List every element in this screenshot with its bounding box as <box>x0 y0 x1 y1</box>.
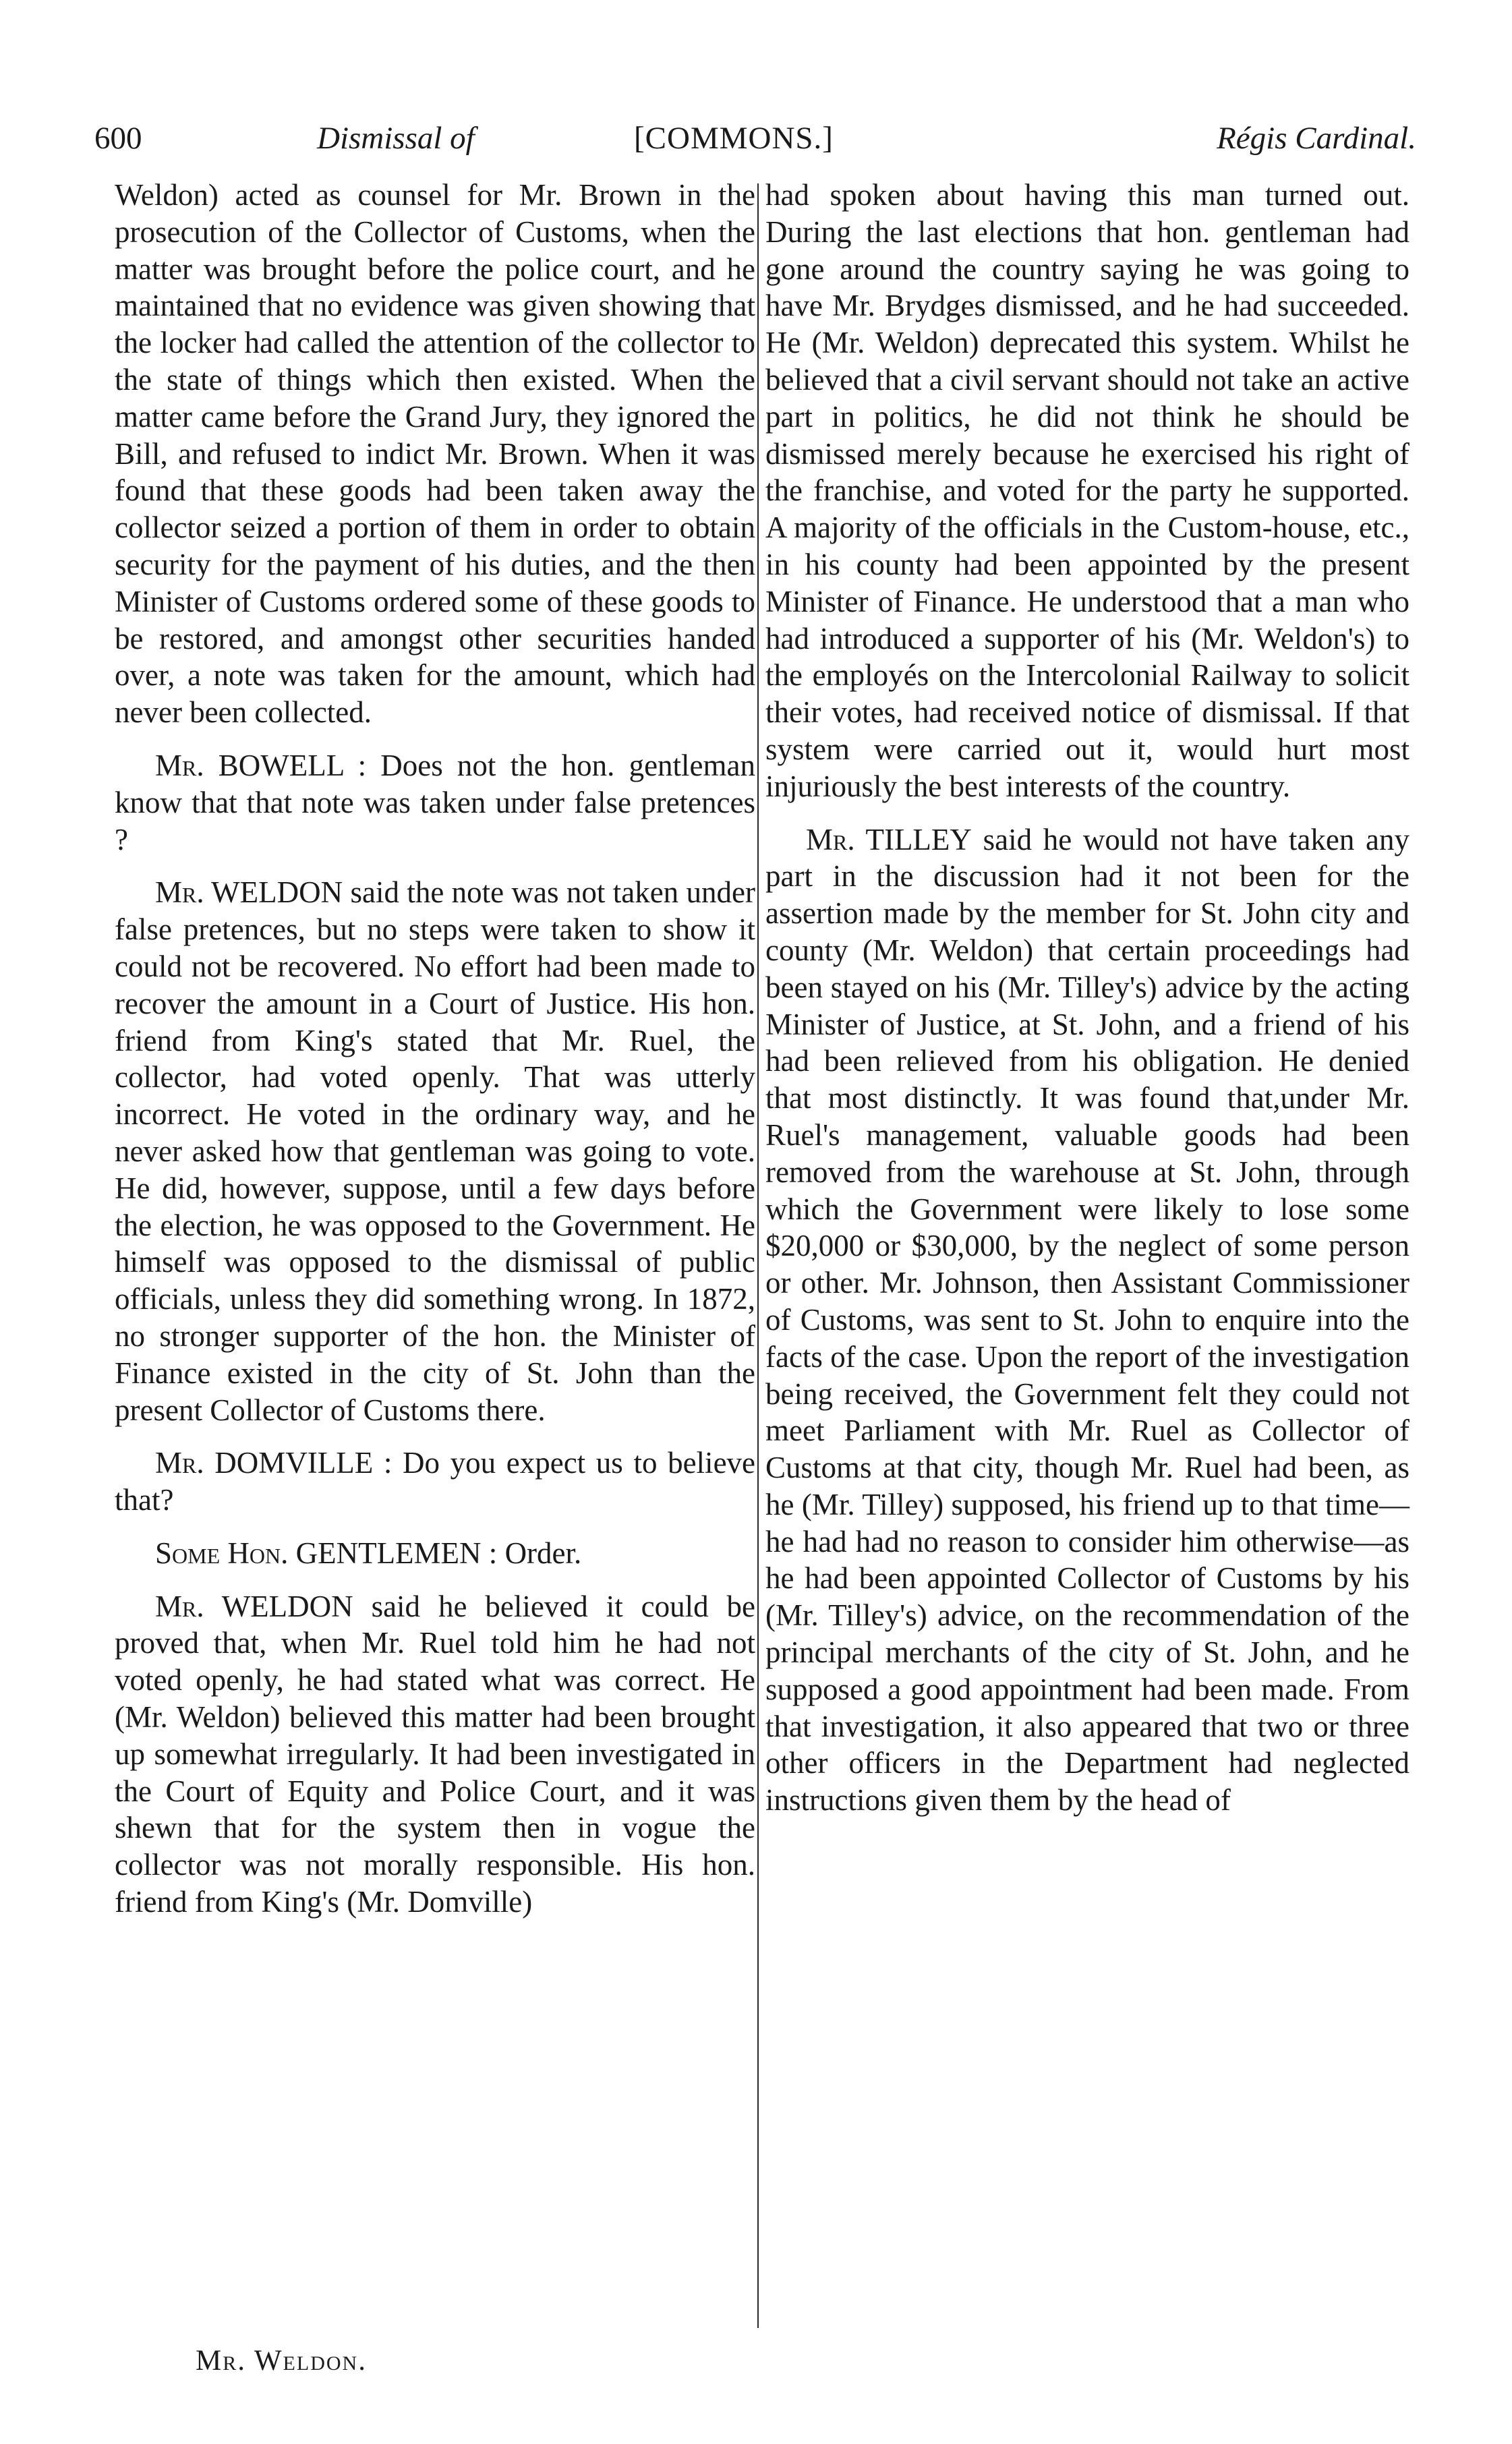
speech <box>765 821 1409 1820</box>
footer-catchword: Mr. Weldon. <box>196 2345 367 2377</box>
speaker-name: Mr. DOMVILLE : <box>155 1446 392 1480</box>
speech <box>115 1588 755 1921</box>
column-divider <box>757 183 759 2328</box>
speech <box>115 747 755 858</box>
header-right-title: Régis Cardinal. <box>1217 121 1416 156</box>
running-header <box>94 108 1416 169</box>
header-left-title: Dismissal of <box>317 121 475 156</box>
speech-text: said he would not have taken any part in the discussion had it not been for the assertion made by the member for St. John city and county (Mr. Weldon) that certain proceedings had been stayed on his (Mr. Tilley's) advice by the acting Minister of Justice, at St. John, and a friend of his had been relieved from his obligation. He denied that most distinctly. It was found that,under Mr. Ruel's management, valuable goods had been removed from the warehouse at St. John, through which the Government were likely to lose some $20,000 or $30,000, by the neglect of some person or other. Mr. Johnson, then Assistant Commissioner of Customs, was sent to St. John to enquire into the facts of the case. Upon the report of the investigation being received, the Government felt they could not meet Parliament with Mr. Ruel as Collector of Customs at that city, though Mr. Ruel had been, as he (Mr. Tilley) supposed, his friend up to that time—he had had no reason to consider him otherwise—as he had been appointed Collector of Customs by his (Mr. Tilley's) advice, on the recommendation of the principal merchants of the city of St. John, and he supposed a good appointment had been made. From that investigation, it also appeared that two or three other officers in the Department had neglected instructions given them by the head of <box>765 822 1409 1817</box>
speech-text: said he believed it could be proved that, when Mr. Ruel told him he had not voted openly, he had stated what was correct. He (Mr. Weldon) believed this matter had been brought up somewhat irregularly. It had been investigated in the Court of Equity and Police Court, and it was shewn that for the system then in vogue the collector was not morally responsible. His hon. friend from King's (Mr. Domville) <box>115 1589 755 1919</box>
speech-text: Order. <box>497 1536 582 1570</box>
speech <box>115 874 755 1428</box>
speaker-name: Mr. WELDON <box>155 1589 353 1623</box>
right-column <box>765 177 1409 1835</box>
paragraph: had spoken about having this man turned out. During the last elections that hon. gentleman had gone around the country saying he was going to have Mr. Brydges dismissed, and he had succeeded. He (Mr. Weldon) deprecated this system. Whilst he believed that a civil servant should not take an active part in politics, he did not think he should be dismissed merely because he exercised his right of the franchise, and voted for the party he supported. A majority of the officials in the Custom-house, etc., in his county had been appointed by the present Minister of Finance. He understood that a man who had introduced a supporter of his (Mr. Weldon's) to the employés on the Intercolonial Railway to solicit their votes, had received notice of dismissal. If that system were carried out it, would hurt most injuriously the best interests of the country. <box>765 178 1409 803</box>
speech-text: said the note was not taken under false pretences, but no steps were taken to show it could not be recovered. No effort had been made to recover the amount in a Court of Justice. His hon. friend from King's stated that Mr. Ruel, the collector, had voted openly. That was utterly incorrect. He voted in the ordinary way, and he never asked how that gentleman was going to vote. He did, however, suppose, until a few days before the election, he was opposed to the Government. He himself was opposed to the dismissal of public officials, unless they did something wrong. In 1872, no stronger supporter of the hon. the Minister of Finance existed in the city of St. John than the present Collector of Customs there. <box>115 875 755 1427</box>
speech-text: Does not the hon. gentleman know that that note was taken under false pretences ? <box>115 748 756 856</box>
speaker-name: Mr. BOWELL : <box>155 748 367 782</box>
speech <box>115 1445 755 1519</box>
speaker-name: Some Hon. GENTLEMEN : <box>155 1536 498 1570</box>
header-center: [COMMONS.] <box>634 121 834 156</box>
speech <box>115 1535 755 1572</box>
speaker-name: Mr. WELDON <box>155 875 343 910</box>
speaker-name: Mr. TILLEY <box>806 822 972 856</box>
paragraph: Weldon) acted as counsel for Mr. Brown in the prosecution of the Collector of Customs, when the matter was brought before the police court, and he maintained that no evidence was given showing that the locker had called the attention of the collector to the state of things which then existed. When the matter came before the Grand Jury, they ignored the Bill, and refused to indict Mr. Brown. When it was found that these goods had been taken away the collector seized a portion of them in order to obtain security for the payment of his duties, and the then Minister of Customs ordered some of these goods to be restored, and amongst other securities handed over, a note was taken for the amount, which had never been collected. <box>115 178 755 730</box>
speech-text: Do you expect us to believe that? <box>115 1446 756 1517</box>
page-number: 600 <box>94 121 142 156</box>
left-column <box>115 177 755 1937</box>
